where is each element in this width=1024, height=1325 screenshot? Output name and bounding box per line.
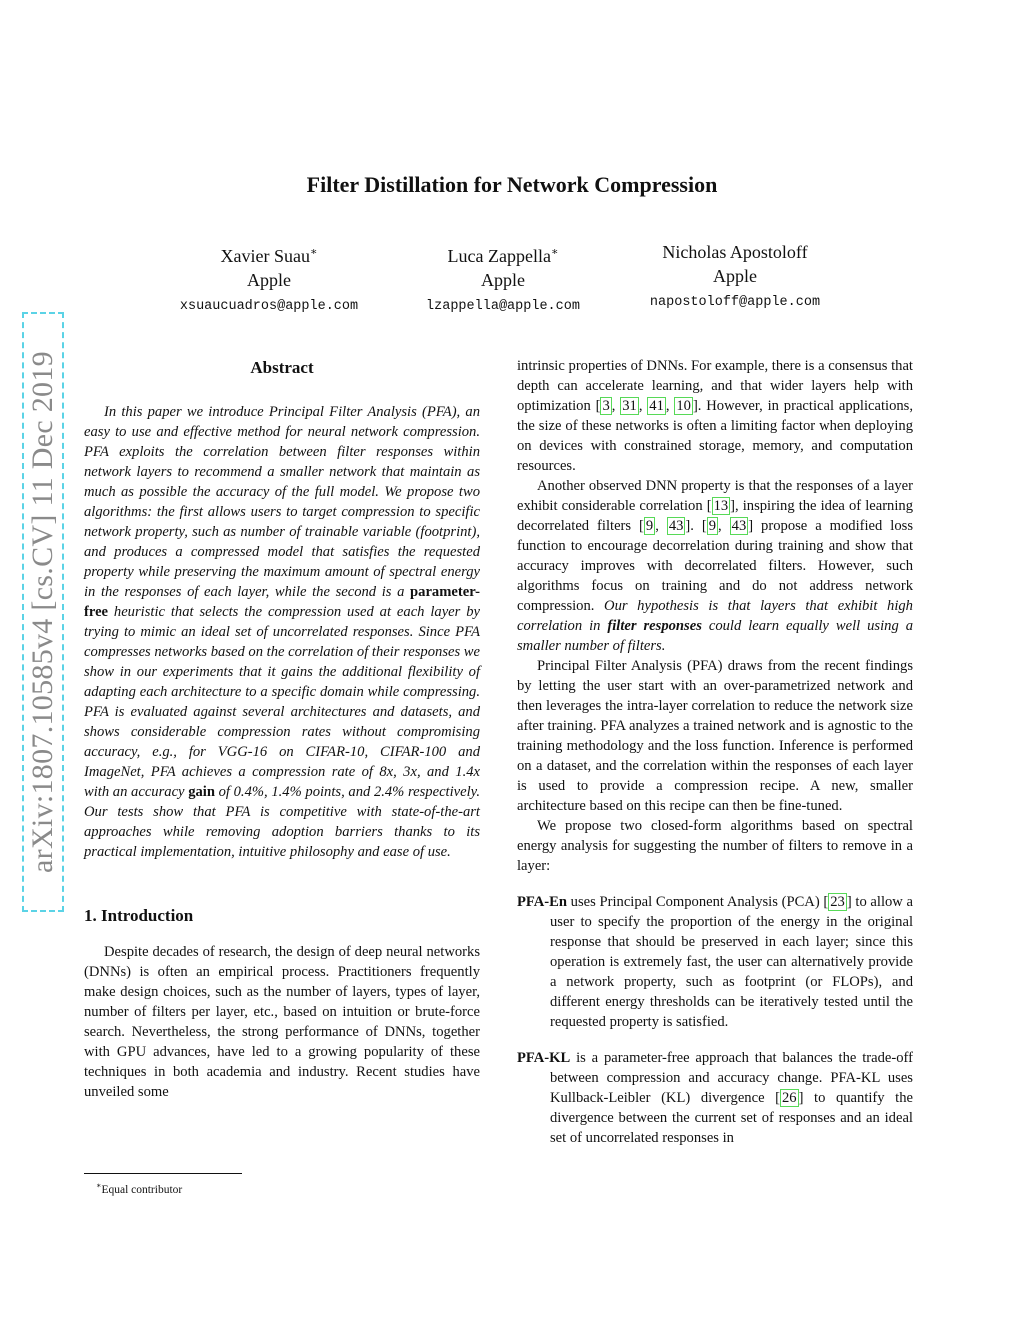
author-email[interactable]: xsuaucuadros@apple.com xyxy=(179,299,359,314)
author-3 xyxy=(605,240,865,318)
right-column xyxy=(517,356,913,1148)
item-label: PFA-KL xyxy=(517,1050,571,1066)
citation-link[interactable]: 9 xyxy=(645,518,654,534)
paragraph-4: We propose two closed-form algorithms based on spectral energy analysis for suggesting the number of filters to remove in a layer: xyxy=(517,818,913,874)
citation-link[interactable]: 9 xyxy=(708,518,717,534)
author-email[interactable]: lzappella@apple.com xyxy=(426,299,580,314)
author-name: Xavier Suau xyxy=(220,246,310,266)
citation-link[interactable]: 10 xyxy=(676,398,691,414)
citation-link[interactable]: 13 xyxy=(713,498,729,514)
abstract-text: In this paper we introduce Principal Filter Analysis (PFA), an easy to use and effective method for neural network compression. PFA exploits the correlation between filter responses within network layers to recommend a smaller network that maintain as much as possible the accuracy of the full model. We propose two algorithms: the first allows users to target compression to specific network property, such as number of trainable variable (footprint), and produces a compressed model that satisfies the requested property while preserving the maximum amount of spectral energy in the responses of each layer, while the second is a parameter-free heuristic that selects the compression used at each layer by trying to mimic an ideal set of uncorrelated responses. Since PFA compresses networks based on the correlation of their responses we show in our experiments that it gains the additional flexibility of adapting each architecture to a specific domain while compressing. PFA is evaluated against several architectures and datasets, and shows considerable compression rates without compromising accuracy, e.g., for VGG-16 on CIFAR-10, CIFAR-100 and ImageNet, PFA achieves a compression rate of 8x, 3x, and 1.4x with an accuracy gain of 0.4%, 1.4% points, and 2.4% respectively. Our tests show that PFA is competitive with state-of-the-art approaches while removing adoption barriers thanks to its practical implementation, intuitive philosophy and ease of use. xyxy=(84,404,481,860)
bold-parameter-free: parameter-free xyxy=(84,584,480,620)
list-item-pfa-en: PFA-En uses Principal Component Analysis (PCA) [ 23 ] to allow a user to specify the proportion of the energy in the original response that should be preserved in each layer; since this operation is extremely fast, the user can alternatively provide a network property, such as footprint (or FLOPs), and different energy thresholds can be iteratively tested until the requested property is satisfied. xyxy=(517,894,913,1030)
author-2 xyxy=(373,240,633,322)
citation-link[interactable]: 23 xyxy=(830,894,845,910)
bold-gain: gain xyxy=(188,784,215,800)
footnote-text: Equal contributor xyxy=(101,1183,183,1196)
author-1 xyxy=(139,240,399,322)
paper-title: Filter Distillation for Network Compression xyxy=(306,172,718,197)
footnote-mark: ∗ xyxy=(96,1181,102,1190)
footnote-rule xyxy=(84,1173,242,1174)
intro-paragraph: Despite decades of research, the design of deep neural networks (DNNs) is often an empirical process. Practitioners frequently make design choices, such as the number of layers, types of layer, number of filters per layer, etc., based on intuition or brute-force search. Nevertheless, the strong performance of DNNs, together with GPU advances, have led to a growing popularity of these techniques in both academia and industry. Recent studies have unveiled some xyxy=(84,944,480,1100)
left-column xyxy=(84,356,480,1102)
hypothesis-text: Our hypothesis is that layers that exhibit high correlation in filter responses could learn equally well using a smaller number of filters. xyxy=(517,598,913,654)
citation-link[interactable]: 26 xyxy=(782,1090,797,1106)
section-heading-introduction: 1. Introduction xyxy=(84,906,194,925)
author-affiliation: Apple xyxy=(481,270,525,290)
author-affiliation: Apple xyxy=(713,266,757,286)
footnote xyxy=(96,1179,182,1197)
abstract-heading: Abstract xyxy=(250,358,314,377)
author-affiliation: Apple xyxy=(247,270,291,290)
citation-link[interactable]: 3 xyxy=(602,398,610,414)
item-label: PFA-En xyxy=(517,894,567,910)
arxiv-id: arXiv:1807.10585v4 [cs.CV] 11 Dec 2019 xyxy=(26,351,59,873)
citation-link[interactable]: 41 xyxy=(649,398,664,414)
list-item-pfa-kl: PFA-KL is a parameter-free approach that balances the trade-off between compression and accuracy change. PFA-KL uses Kullback-Leibler (KL) divergence [ 26 ] to quantify the divergence between the current set of responses and an ideal set of uncorrelated responses in xyxy=(517,1050,913,1146)
arxiv-stamp xyxy=(22,312,64,912)
author-mark: ∗ xyxy=(550,246,559,258)
author-name: Nicholas Apostoloff xyxy=(662,242,808,262)
paragraph-2: Another observed DNN property is that the responses of a layer exhibit considerable correlation [ 13 ], inspiring the idea of learning decorrelated filters [ 9 , 43 ]. [ 9 , 43 ] propose a modified loss function to encourage decorrelation during training and show that accuracy improves with decorrelated filters. However, such algorithms focus on training and do not address network compression. Our hypothesis is that layers that exhibit high correlation in filter responses could learn equally well using a smaller number of filters. xyxy=(517,478,914,654)
citation-link[interactable]: 43 xyxy=(668,518,684,534)
citation-link[interactable]: 43 xyxy=(731,518,747,534)
author-email[interactable]: napostoloff@apple.com xyxy=(649,295,821,310)
author-mark: ∗ xyxy=(310,246,318,258)
citation-link[interactable]: 31 xyxy=(622,398,637,414)
paragraph-1: intrinsic properties of DNNs. For example, there is a consensus that depth can accelerate learning, and that wider layers help with optimization [ 3 , 31 , 41 , 10 ]. However, in practical applications, the size of these networks is often a limiting factor when deploying on devices with constrained storage, memory, and computation resources. xyxy=(517,358,914,474)
author-name: Luca Zappella xyxy=(447,246,551,266)
paragraph-3: Principal Filter Analysis (PFA) draws from the recent findings by letting the user start with an over-parametrized network and then leverages the intra-layer correlation to reduce the network size after training. PFA analyzes a trained network and is agnostic to the training methodology and the loss function. Inference is performed on a dataset, and the correlation within the responses of each layer is used to provide a compression recipe. A new, smaller architecture based on this recipe can then be fine-tuned. xyxy=(517,658,913,814)
